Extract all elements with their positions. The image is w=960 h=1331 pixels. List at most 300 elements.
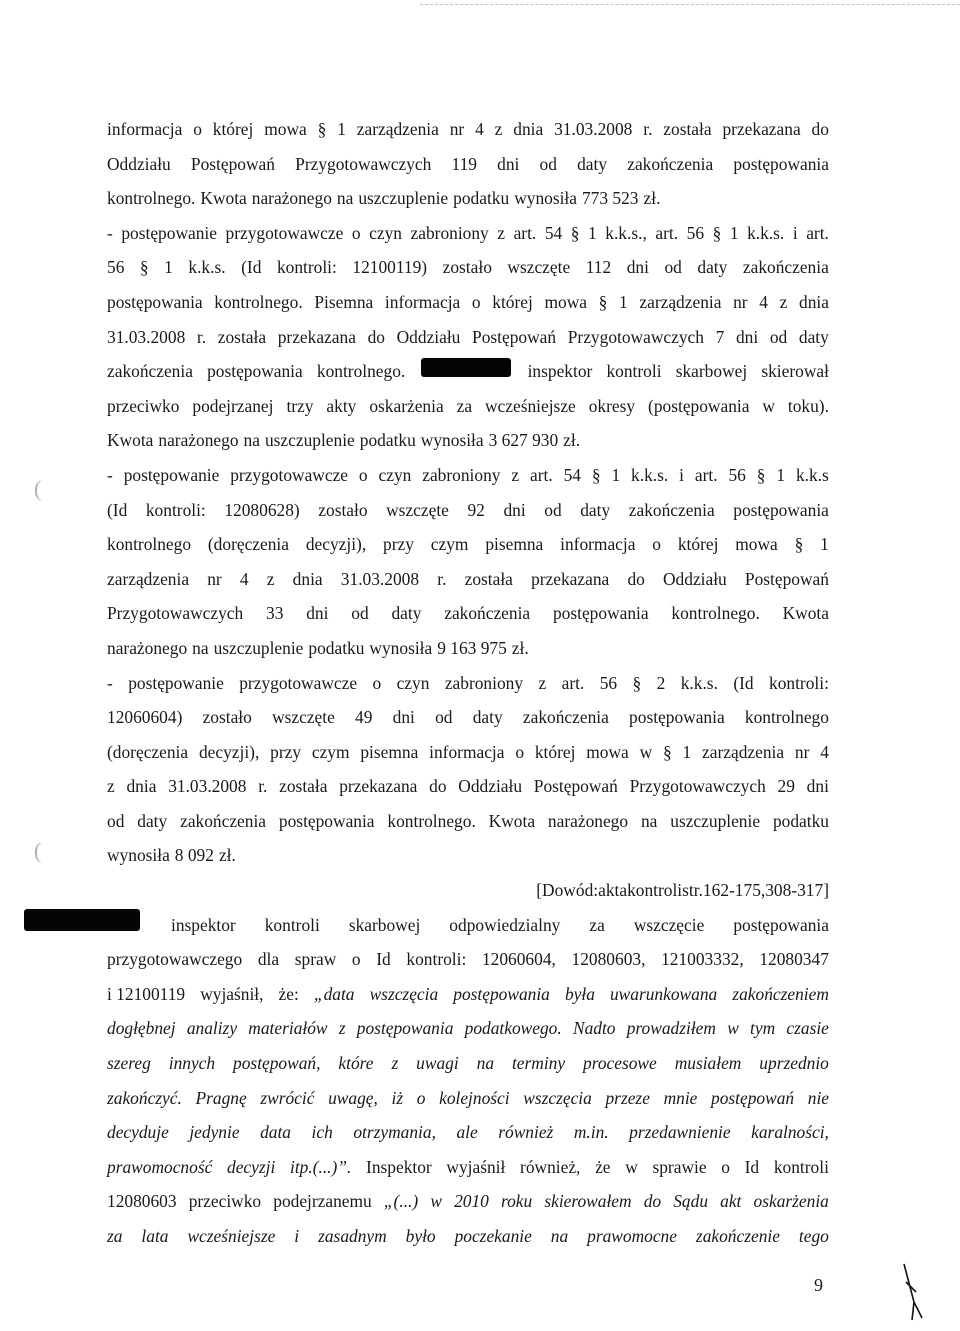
word: zasadnym: [318, 1226, 387, 1246]
word: art.: [561, 672, 585, 693]
word: §: [632, 672, 642, 693]
word: prowadziłem: [626, 1018, 716, 1039]
word: postępowań: [711, 1087, 795, 1108]
word: od: [435, 707, 453, 728]
word: wszczęte: [272, 707, 335, 728]
word: wynosiła: [107, 845, 170, 866]
word: Pisemna: [314, 291, 374, 312]
word: analizy: [186, 1018, 238, 1039]
word: 1: [164, 257, 173, 278]
word: za: [589, 914, 605, 935]
word: przygotowawczego: [107, 949, 243, 970]
word: 29: [777, 776, 795, 797]
word: z: [338, 1018, 346, 1039]
text-line: [107, 354, 829, 389]
word: art.: [529, 464, 553, 485]
word: z: [391, 1053, 399, 1074]
word: w: [639, 741, 653, 762]
word: i 12100119: [107, 983, 186, 1004]
word: dnia: [799, 291, 829, 312]
word: 12080603: [107, 1191, 177, 1212]
word: (Id: [241, 257, 262, 278]
word: 1: [729, 222, 739, 243]
word: 92: [467, 499, 485, 520]
word: Oddziału: [458, 776, 523, 797]
word: inspektor: [527, 361, 593, 382]
word: wynosiła: [369, 637, 433, 658]
word: postępowania: [356, 1018, 454, 1039]
word: postępowania: [278, 810, 375, 831]
text-line: [107, 666, 829, 701]
word: o: [515, 741, 525, 762]
word: wszczęcia: [369, 983, 439, 1004]
word: §: [317, 119, 327, 139]
word: decyduje: [107, 1122, 169, 1143]
word: i: [294, 1226, 300, 1246]
word: „data: [313, 983, 355, 1004]
word: materiałów: [248, 1018, 328, 1039]
word: przekazana: [722, 119, 801, 139]
word: zarządzenia: [702, 741, 785, 762]
text-line: [107, 1150, 829, 1185]
word: do: [367, 326, 385, 347]
word: roku: [500, 1191, 533, 1212]
word: 4: [239, 568, 249, 589]
scan-edge-line: [420, 4, 960, 5]
text-line: [107, 1046, 829, 1081]
word: nr: [449, 119, 465, 139]
word: od: [544, 499, 562, 520]
word: trzy: [286, 395, 314, 416]
word: zakończyć.: [107, 1087, 182, 1108]
word: 56: [728, 464, 746, 485]
word: kontrolnego.: [107, 188, 196, 209]
text-line: [107, 147, 829, 182]
word: zarządzenia: [639, 291, 722, 312]
text-line: [107, 631, 829, 666]
word: informacja: [560, 534, 636, 555]
word: której: [677, 534, 719, 555]
word: 773 523: [581, 188, 639, 209]
word: nr: [207, 568, 222, 589]
word: k.k.s.,: [605, 222, 647, 243]
text-line: [107, 562, 829, 597]
word: podatku: [772, 810, 829, 831]
word: musiałem: [674, 1053, 742, 1074]
word: której: [212, 119, 254, 139]
word: że: [595, 1156, 611, 1177]
word: z: [266, 568, 275, 589]
word: z: [107, 776, 115, 797]
word: o: [416, 1087, 426, 1108]
word: zabroniony: [410, 222, 489, 243]
word: §: [712, 222, 722, 243]
word: kontrolnego.: [387, 810, 476, 831]
word: również: [498, 1122, 554, 1143]
word: dogłębnej: [107, 1018, 176, 1039]
word: -: [107, 222, 113, 243]
word: procesowe: [583, 1053, 657, 1074]
word: r.: [643, 119, 653, 139]
word: kontroli:: [406, 949, 467, 970]
word: kontroli:: [145, 499, 206, 520]
word: narażonego: [251, 188, 332, 209]
word: informacja: [429, 741, 505, 762]
word: na: [243, 430, 260, 451]
word: iż: [391, 1087, 404, 1108]
word: i: [792, 222, 798, 243]
word: akta: [598, 880, 628, 901]
word: kolejności: [439, 1087, 510, 1108]
text-line: [107, 942, 829, 977]
word: zł.: [643, 188, 661, 209]
word: z: [511, 464, 520, 485]
word: §: [591, 464, 601, 485]
word: 12100119): [352, 257, 428, 278]
word: wszczęcie: [633, 914, 705, 935]
word: r.: [437, 568, 447, 589]
word: k.k.s.: [631, 464, 669, 485]
word: 12080603,: [571, 949, 646, 970]
word: [Dowód:: [536, 880, 599, 901]
word: 12060604): [107, 707, 183, 728]
word: terminy: [511, 1053, 566, 1074]
word: prawomocność: [107, 1156, 213, 1177]
word: pisemna: [485, 534, 544, 555]
word: kontrolnego.: [214, 291, 303, 312]
word: przy: [270, 741, 302, 762]
word: k.k.s.: [747, 222, 785, 243]
word: na: [336, 188, 354, 209]
text-line: [107, 285, 829, 320]
redaction-block: [421, 358, 511, 377]
word: podatku: [359, 430, 416, 451]
word: Postępowań: [472, 326, 557, 347]
word: tego: [798, 1226, 829, 1246]
word: zakończenia: [628, 499, 715, 520]
word: (postępowania: [648, 395, 750, 416]
word: postępowania: [453, 983, 550, 1004]
redaction-block: [24, 909, 140, 931]
text-line: [107, 216, 829, 251]
page-number: 9: [814, 1275, 823, 1295]
word: uwarunkowana: [609, 983, 718, 1004]
word: zarządzenia: [356, 119, 439, 139]
word: §: [570, 222, 580, 243]
word: toku).: [787, 395, 829, 416]
word: 4: [475, 119, 484, 139]
word: o: [351, 949, 361, 970]
word: 4: [820, 741, 829, 762]
word: wszczęte: [386, 499, 449, 520]
word: w: [430, 1191, 442, 1212]
word: mowa: [735, 534, 778, 555]
word: uszczuplenie: [264, 430, 355, 451]
word: mowa: [264, 119, 307, 139]
word: otrzymania,: [353, 1122, 436, 1143]
word: zostało: [202, 707, 252, 728]
word: zarządzenia: [107, 568, 190, 589]
word: Id: [744, 1156, 760, 1177]
word: -: [107, 672, 113, 693]
word: skierowałem: [544, 1191, 632, 1212]
word: uszczuplenie: [670, 810, 761, 831]
word: postępowanie: [123, 464, 220, 485]
word: za: [456, 395, 473, 416]
word: 308-317]: [765, 880, 829, 901]
word: postępowania: [552, 603, 649, 624]
word: tym: [750, 1018, 776, 1039]
word: (Id: [107, 499, 128, 520]
word: k.k.s: [795, 464, 829, 485]
word: od: [664, 257, 682, 278]
word: z: [497, 222, 506, 243]
word: przygotowawcze: [239, 672, 358, 693]
word: przygotowawcze: [230, 464, 349, 485]
word: akty: [326, 395, 357, 416]
word: Kwota: [488, 810, 536, 831]
word: podatkowego.: [464, 1018, 562, 1039]
word: skarbowej: [348, 914, 421, 935]
word: daty: [697, 257, 728, 278]
word: lata: [141, 1226, 169, 1246]
text-line: [107, 596, 829, 631]
word: kontrolnego: [744, 707, 829, 728]
word: z: [779, 291, 788, 312]
word: kontrolnego: [107, 534, 192, 555]
word: daty: [391, 603, 422, 624]
word: 56: [599, 672, 618, 693]
word: r.: [196, 326, 207, 347]
text-line: [107, 458, 829, 493]
word: 1: [820, 534, 829, 555]
word: art.: [806, 222, 829, 243]
word: przeciwko: [107, 395, 180, 416]
word: (Id: [733, 672, 754, 693]
word: Kwota: [782, 603, 829, 624]
word: postępowania: [733, 153, 829, 174]
word: o: [652, 534, 661, 555]
word: postępowania: [207, 361, 303, 382]
word: skarbowej: [675, 361, 748, 382]
word: r.: [258, 776, 268, 797]
document-body: [107, 112, 829, 1254]
word: 1: [682, 741, 692, 762]
text-line: [107, 838, 829, 873]
text-line: [107, 977, 829, 1012]
word: dni: [392, 707, 415, 728]
word: 112: [585, 257, 612, 278]
word: przekazana: [339, 776, 418, 797]
word: zostało: [318, 499, 368, 520]
word: zabroniony: [444, 672, 524, 693]
word: czym: [430, 534, 469, 555]
word: decyzji),: [305, 534, 367, 555]
text-line: [107, 1011, 829, 1046]
word: czym: [311, 741, 350, 762]
word: §: [662, 741, 672, 762]
word: dni: [306, 603, 329, 624]
word: daty: [580, 499, 611, 520]
word: zostało: [442, 257, 492, 278]
word: ich: [311, 1122, 333, 1143]
word: kontroli: [606, 361, 662, 382]
word: że:: [278, 983, 299, 1004]
text-line: [107, 735, 829, 770]
word: została: [279, 776, 328, 797]
text-line: [107, 1115, 829, 1150]
word: kontroli:: [769, 672, 829, 693]
word: §: [139, 257, 149, 278]
word: -: [107, 464, 113, 485]
word: inspektor: [171, 914, 236, 935]
text-line: [107, 250, 829, 285]
word: nie: [807, 1087, 829, 1108]
word: czyn: [378, 464, 412, 485]
word: kontrolnego.: [671, 603, 760, 624]
word: wcześniejsze: [187, 1226, 276, 1246]
word: postępowania: [629, 707, 725, 728]
word: wszczęcia: [523, 1087, 592, 1108]
word: 56: [107, 257, 125, 278]
word: w: [625, 1156, 638, 1177]
text-line: [107, 493, 829, 528]
text-line: [107, 527, 829, 562]
word: o: [721, 1156, 730, 1177]
word: 31.03.2008: [554, 119, 633, 139]
word: przeciwko: [188, 1191, 262, 1212]
word: jedynie: [189, 1122, 240, 1143]
text-line: [107, 1219, 829, 1254]
word: Oddziału: [663, 568, 727, 589]
text-line: [107, 389, 829, 424]
word: 56: [686, 222, 705, 243]
word: narażonego: [547, 810, 629, 831]
word: przekazana: [277, 326, 356, 347]
word: daty: [798, 326, 829, 347]
word: postępowanie: [121, 222, 217, 243]
word: na: [476, 1053, 495, 1074]
word: sprawie: [652, 1156, 707, 1177]
word: na: [550, 1226, 569, 1246]
word: szereg: [107, 1053, 151, 1074]
word: art.: [655, 222, 679, 243]
word: (doręczenia: [207, 534, 289, 555]
word: do: [627, 568, 645, 589]
word: uwagi: [416, 1053, 459, 1074]
word: 12060604,: [481, 949, 556, 970]
word: o: [351, 222, 361, 243]
word: m.in.: [573, 1122, 609, 1143]
word: zakończenia: [180, 810, 267, 831]
word: 54: [544, 222, 563, 243]
word: podejrzanemu: [273, 1191, 372, 1212]
word: była: [564, 983, 595, 1004]
word: o: [471, 291, 481, 312]
text-line: [107, 112, 829, 147]
word: Postępowań: [190, 153, 275, 174]
word: prawomocne: [587, 1226, 677, 1246]
word: odpowiedzialny: [449, 914, 561, 935]
word: została: [663, 119, 712, 139]
word: art.: [513, 222, 537, 243]
word: na: [640, 810, 658, 831]
word: kontroli: [264, 914, 320, 935]
word: do: [429, 776, 447, 797]
margin-punch-mark: (: [34, 838, 42, 863]
word: do: [811, 119, 829, 139]
word: wynosiła: [420, 430, 484, 451]
word: str.: [682, 880, 703, 901]
word: Id: [376, 949, 391, 970]
word: również,: [520, 1156, 581, 1177]
word: podatku: [453, 188, 510, 209]
word: §: [794, 534, 804, 555]
word: 12080628): [224, 499, 300, 520]
text-line: [107, 1081, 829, 1116]
word: informacja: [384, 291, 461, 312]
word: 4: [759, 291, 768, 312]
word: przekazana: [531, 568, 610, 589]
word: wynosiła: [514, 188, 577, 209]
scan-corner-mark: [900, 1262, 926, 1322]
word: oskarżenia: [369, 395, 444, 416]
word: Przygotowawczych: [567, 326, 704, 347]
word: postępowania: [107, 291, 203, 312]
word: wcześniejsze: [485, 395, 576, 416]
word: w: [762, 395, 775, 416]
word: zakończenia: [627, 153, 714, 174]
word: Przygotowawczych: [107, 603, 244, 624]
word: została: [464, 568, 513, 589]
word: 2010: [454, 1191, 489, 1212]
word: okresy: [588, 395, 636, 416]
word: poczekanie: [454, 1226, 532, 1246]
word: zakończeniem: [732, 983, 829, 1004]
word: oskarżenia: [753, 1191, 829, 1212]
word: o: [372, 672, 382, 693]
word: wyjaśnił,: [200, 983, 264, 1004]
word: k.k.s.: [188, 257, 226, 278]
word: dnia: [513, 119, 544, 139]
text-line: [107, 181, 829, 216]
word: 2: [656, 672, 666, 693]
word: mowa: [586, 741, 629, 762]
word: ale: [456, 1122, 478, 1143]
word: Postępowań: [533, 776, 618, 797]
word: Kwota: [107, 430, 154, 451]
word: daty: [472, 707, 503, 728]
word: postępowania: [733, 499, 829, 520]
word: 1: [619, 291, 628, 312]
word: kontroli: [773, 1156, 829, 1177]
word: Sądu: [673, 1191, 709, 1212]
word: wszczęte: [507, 257, 571, 278]
word: zakończenia: [107, 361, 193, 382]
word: Przygotowawczych: [629, 776, 766, 797]
text-line: [107, 700, 829, 735]
word: do: [643, 1191, 662, 1212]
word: podejrzanej: [192, 395, 274, 416]
word: decyzji: [227, 1156, 276, 1177]
word: §: [598, 291, 608, 312]
text-line: [107, 873, 829, 908]
word: 3 627 930: [488, 430, 559, 451]
margin-punch-mark: (: [34, 476, 42, 501]
word: której: [534, 741, 576, 762]
word: daty: [137, 810, 168, 831]
word: innych: [168, 1053, 216, 1074]
